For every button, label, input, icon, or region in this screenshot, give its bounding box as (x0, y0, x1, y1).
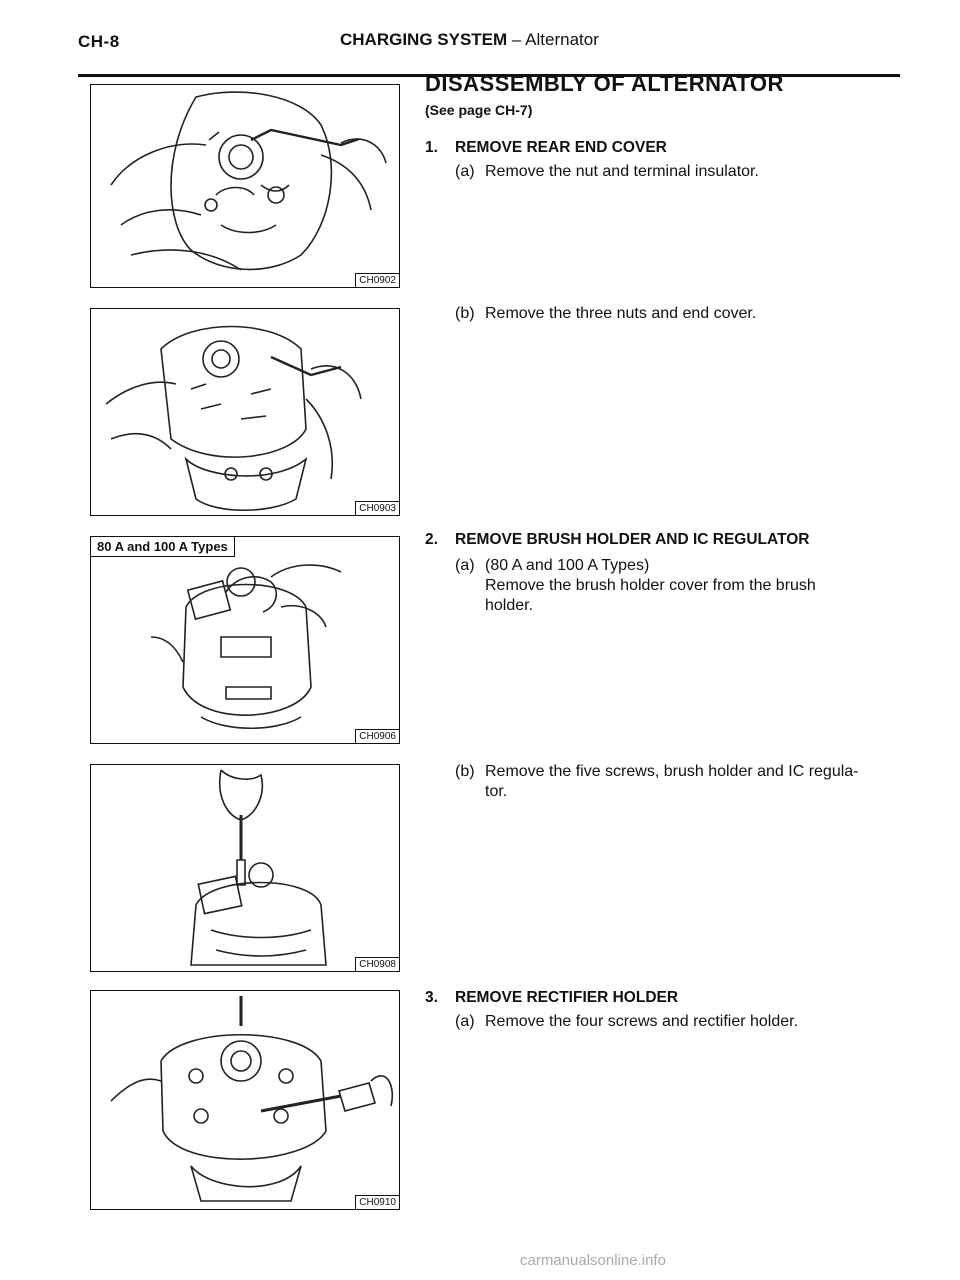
item-label: (b) (455, 305, 475, 322)
figure-ch0908 (90, 764, 400, 972)
item-text: Remove the nut and terminal insulator. (485, 163, 759, 180)
see-page-reference: (See page CH-7) (425, 102, 533, 118)
item-label: (a) (455, 1013, 475, 1030)
item-label: (a) (455, 163, 475, 180)
section-heading-block (425, 71, 905, 120)
step-2-heading (425, 530, 905, 550)
step-title: REMOVE RECTIFIER HOLDER (455, 989, 679, 1006)
item-text: Remove the three nuts and end cover. (485, 305, 757, 322)
step-title: REMOVE BRUSH HOLDER AND IC REGULATOR (455, 531, 810, 548)
step-number: 1. (425, 139, 438, 156)
item-text: (80 A and 100 A Types) (485, 557, 650, 574)
step-title: REMOVE REAR END COVER (455, 139, 667, 156)
step-2-item-a-line-2: Remove the brush holder cover from the brush (485, 577, 816, 594)
figure-code: CH0902 (355, 273, 400, 288)
figure-ch0906 (90, 536, 400, 744)
title-separator: – (507, 30, 526, 49)
brush-holder-screw-removal-illustration (91, 765, 399, 971)
figure-ch0903 (90, 308, 400, 516)
figure-code: CH0908 (355, 957, 400, 972)
figure-code: CH0906 (355, 729, 400, 744)
step-3-item-a (425, 1012, 935, 1032)
figure-ch0910 (90, 990, 400, 1210)
item-text: Remove the four screws and rectifier holder. (485, 1013, 799, 1030)
step-1-heading (425, 138, 905, 158)
step-1-item-a (425, 162, 935, 182)
brush-holder-cover-removal-illustration (91, 537, 399, 743)
figure-code: CH0903 (355, 501, 400, 516)
step-1-item-b (425, 304, 935, 324)
subsection-name: Alternator (525, 30, 599, 49)
step-2-item-a-line-3: holder. (485, 597, 534, 614)
rectifier-holder-removal-illustration (91, 991, 399, 1209)
section-title (340, 30, 599, 50)
alternator-nut-removal-illustration (91, 85, 399, 287)
step-2-item-b-line-2: tor. (485, 783, 508, 800)
page-title: DISASSEMBLY OF ALTERNATOR (425, 71, 784, 96)
step-3-heading (425, 988, 905, 1008)
item-label: (b) (455, 763, 475, 780)
page-header (0, 28, 960, 68)
figure-ch0902 (90, 84, 400, 288)
step-2-item-b (425, 762, 935, 782)
figure-code: CH0910 (355, 1195, 400, 1210)
step-number: 3. (425, 989, 438, 1006)
item-text: Remove the five screws, brush holder and IC regula- (485, 763, 859, 780)
alternator-end-cover-removal-illustration (91, 309, 399, 515)
page-number: CH-8 (78, 32, 120, 51)
footer-watermark: carmanualsonline.info (520, 1252, 666, 1269)
figure-caption: 80 A and 100 A Types (90, 536, 235, 557)
item-label: (a) (455, 557, 475, 574)
step-2-item-a (425, 556, 935, 576)
section-name: CHARGING SYSTEM (340, 30, 508, 49)
step-number: 2. (425, 531, 438, 548)
